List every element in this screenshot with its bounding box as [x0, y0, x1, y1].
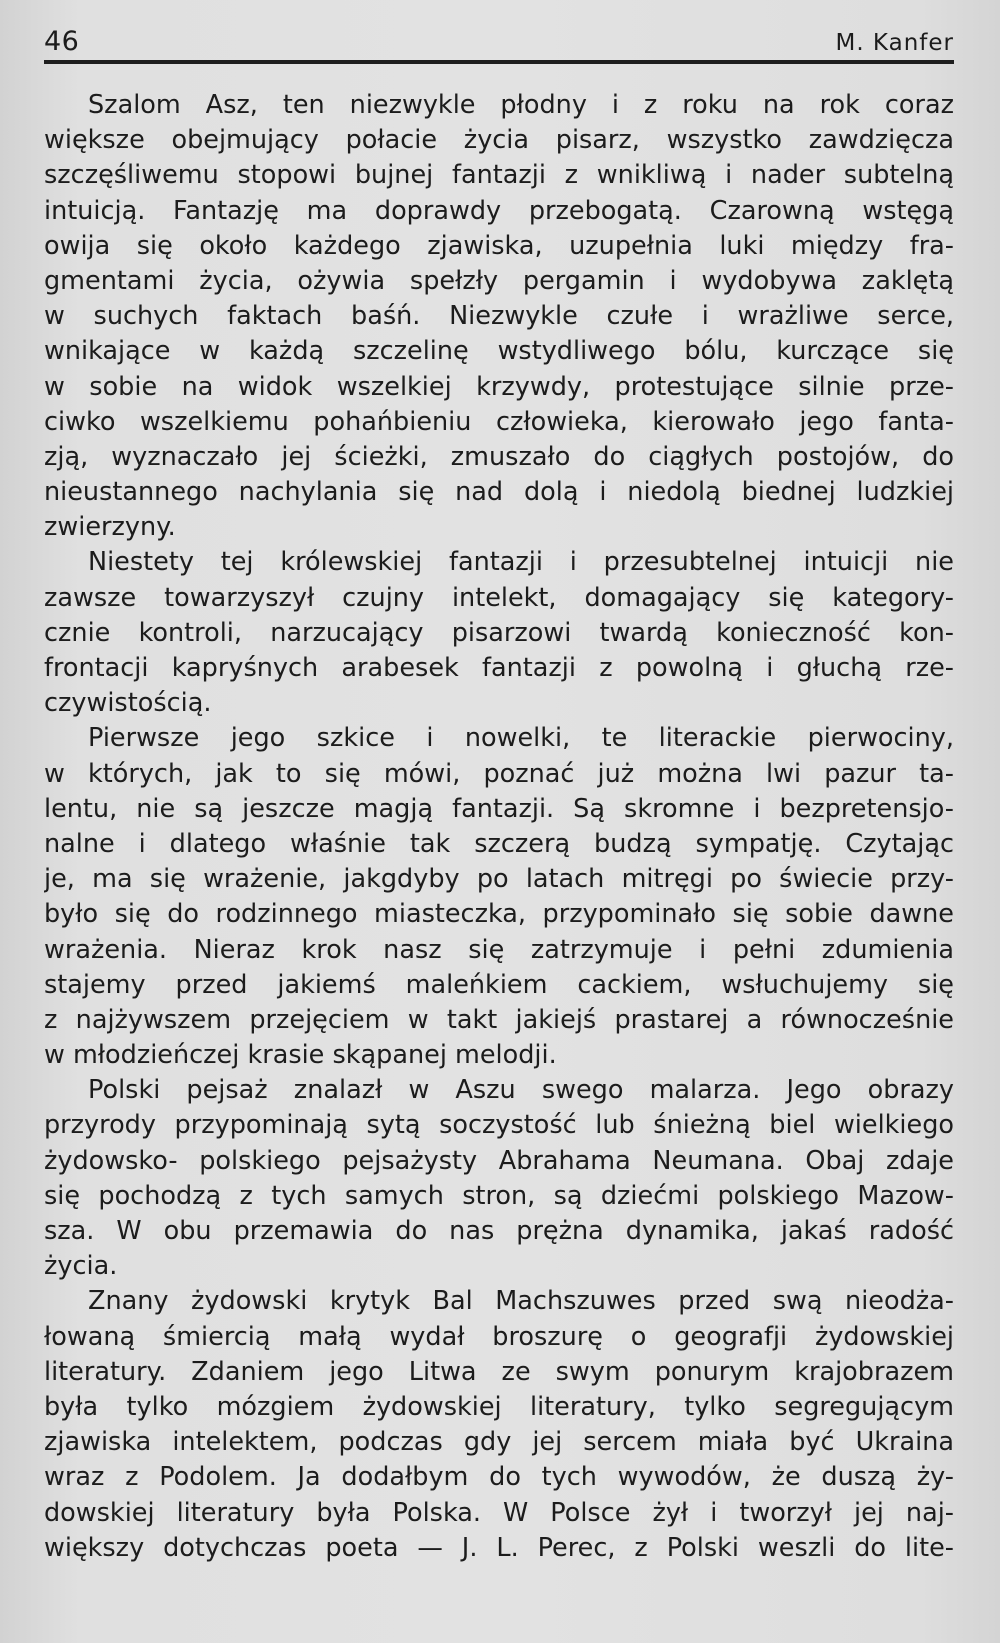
- text-line: Polski pejsaż znalazł w Aszu swego malarza. Jego obrazy: [88, 1075, 954, 1106]
- text-line: czywistością.: [44, 688, 212, 719]
- page-header: [44, 22, 954, 62]
- text-line: się pochodzą z tych samych stron, są dziećmi polskiego Mazow-: [44, 1180, 954, 1211]
- text-line: żydowsko- polskiego pejsażysty Abrahama Neumana. Obaj zdaje: [44, 1145, 954, 1176]
- text-line: przyrody przypominają sytą soczystość lub śnieżną biel wielkiego: [44, 1110, 954, 1141]
- text-line: stajemy przed jakiemś maleńkiem cackiem, wsłuchujemy się: [44, 969, 954, 1000]
- text-line: łowaną śmiercią małą wydał broszurę o geografji żydowskiej: [44, 1321, 954, 1352]
- text-line: Pierwsze jego szkice i nowelki, te literackie pierwociny,: [88, 723, 954, 754]
- running-head: M. Kanfer: [835, 30, 954, 56]
- text-line: Szalom Asz, ten niezwykle płodny i z roku na rok coraz: [88, 90, 954, 120]
- text-line: w suchych faktach baśń. Niezwykle czułe i wrażliwe serce,: [44, 301, 954, 332]
- text-line: zawsze towarzyszył czujny intelekt, domagający się kategory-: [44, 582, 954, 613]
- text-line: nalne i dlatego właśnie tak szczerą budzą sympatję. Czytając: [44, 828, 954, 859]
- text-line: sza. W obu przemawia do nas prężna dynamika, jakaś radość: [44, 1216, 954, 1246]
- text-line: zjawiska intelektem, podczas gdy jej sercem miała być Ukraina: [44, 1427, 954, 1458]
- text-line: większe obejmujący połacie życia pisarz, wszystko zawdzięcza: [44, 125, 954, 156]
- text-line: frontacji kapryśnych arabesek fantazji z powolną i głuchą rze-: [44, 653, 954, 683]
- text-line: literatury. Zdaniem jego Litwa ze swym ponurym krajobrazem: [44, 1356, 954, 1387]
- text-line: dowskiej literatury była Polska. W Polsce żył i tworzył jej naj-: [44, 1497, 954, 1528]
- text-line: gmentami życia, ożywia spełzły pergamin i wydobywa zaklętą: [44, 265, 954, 296]
- text-line: było się do rodzinnego miasteczka, przypominało się sobie dawne: [44, 899, 954, 930]
- text-line: z najżywszem przejęciem w takt jakiejś prastarej a równocześnie: [44, 1004, 954, 1035]
- text-line: Znany żydowski krytyk Bal Machszuwes przed swą nieodża-: [88, 1286, 954, 1317]
- text-line: wraz z Podolem. Ja dodałbym do tych wywodów, że duszą ży-: [44, 1462, 954, 1493]
- header-rule: [44, 60, 954, 64]
- text-line: intuicją. Fantazję ma doprawdy przebogatą. Czarowną wstęgą: [44, 195, 954, 226]
- text-line: wrażenia. Nieraz krok nasz się zatrzymuje i pełni zdumienia: [44, 934, 954, 965]
- text-line: cznie kontroli, narzucający pisarzowi twardą konieczność kon-: [44, 617, 954, 648]
- text-line: lentu, nie są jeszcze magją fantazji. Są skromne i bezpretensjo-: [44, 793, 954, 824]
- text-line: szczęśliwemu stopowi bujnej fantazji z wnikliwą i nader subtelną: [44, 160, 954, 191]
- text-line: w których, jak to się mówi, poznać już można lwi pazur ta-: [44, 758, 954, 789]
- text-line: Niestety tej królewskiej fantazji i przesubtelnej intuicji nie: [88, 547, 954, 578]
- text-line: ciwko wszelkiemu pohańbieniu człowieka, kierowało jego fanta-: [44, 406, 954, 437]
- text-line: je, ma się wrażenie, jakgdyby po latach mitręgi po świecie przy-: [44, 864, 954, 895]
- text-line: była tylko mózgiem żydowskiej literatury, tylko segregującym: [44, 1391, 954, 1422]
- text-line: zwierzyny.: [44, 512, 176, 543]
- text-line: nieustannego nachylania się nad dolą i niedolą biednej ludzkiej: [44, 477, 954, 508]
- text-line: zją, wyznaczało jej ścieżki, zmuszało do ciągłych postojów, do: [44, 441, 954, 472]
- text-line: owija się około każdego zjawiska, uzupełnia luki między fra-: [44, 230, 954, 261]
- page-number: 46: [44, 26, 80, 57]
- text-line: w młodzieńczej krasie skąpanej melodji.: [44, 1040, 557, 1071]
- body-text: [44, 88, 954, 1566]
- text-line: życia.: [44, 1251, 118, 1282]
- text-line: wnikające w każdą szczelinę wstydliwego bólu, kurczące się: [44, 336, 954, 367]
- text-line: w sobie na widok wszelkiej krzywdy, protestujące silnie prze-: [44, 371, 954, 402]
- text-line: większy dotychczas poeta — J. L. Perec, z Polski weszli do lite-: [44, 1532, 954, 1563]
